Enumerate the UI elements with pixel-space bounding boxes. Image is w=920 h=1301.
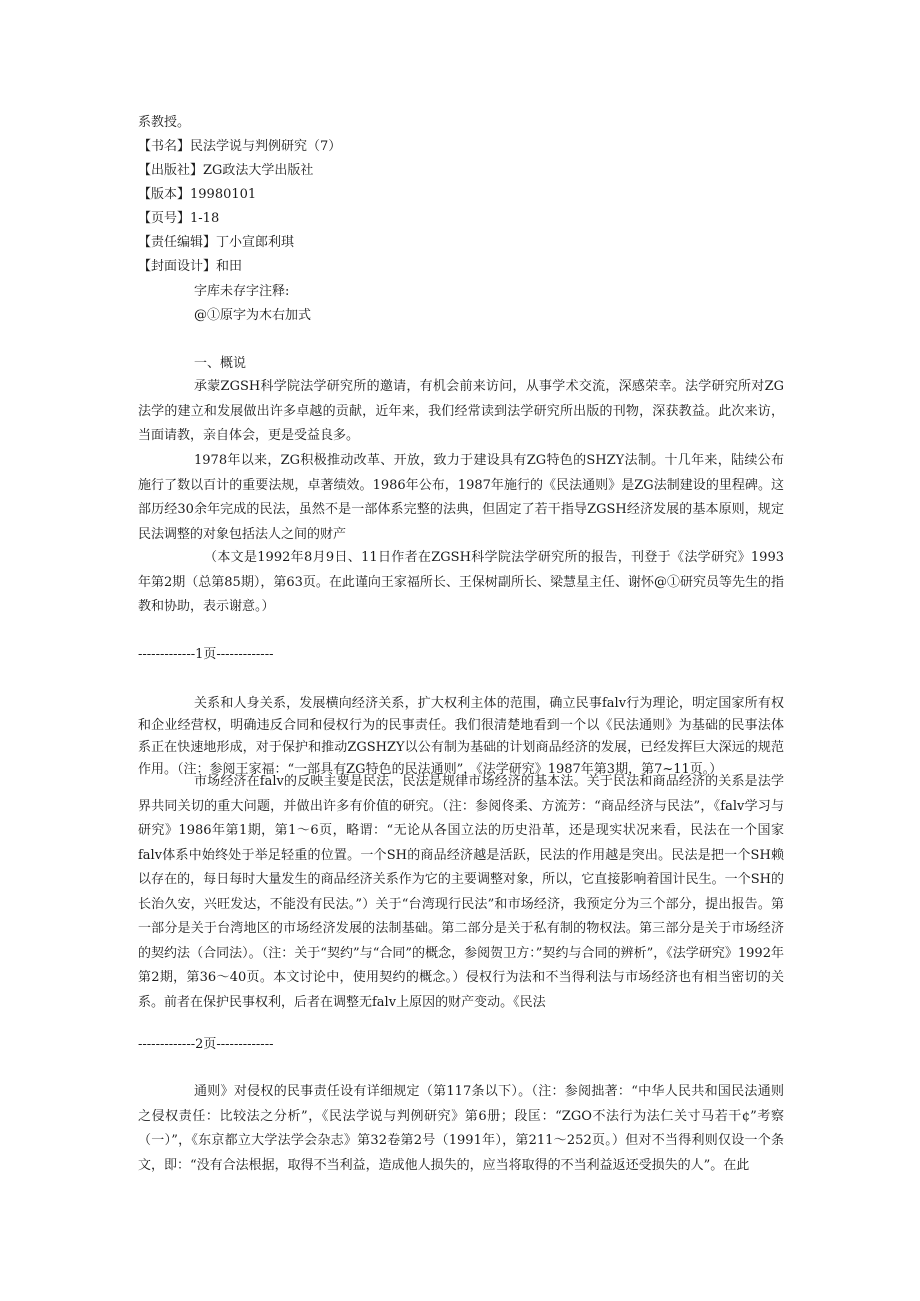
section-heading: 一、概说 bbox=[194, 356, 247, 371]
paragraph: 关系和人身关系，发展横向经济关系，扩大权利主体的范围，确立民事falv行为理论，明定国家所有权和企业经营权，明确违反合同和侵权行为的民事责任。我们很清楚地看到一个以《民法通则》为基础的民事法体系正在快速地形成，对于保护和推动ZGSHZY以公有制为基础的计划商品经济的发展，已经发挥巨大深远的规范作用。（注：参阅王家福：“一部具有ZG特色的民法通则”，《法学研究》1987年第3期，第7~11页。） bbox=[138, 696, 784, 777]
header-fragment: 系教授。 bbox=[138, 115, 191, 130]
meta-publisher: 【出版社】ZG政法大学出版社 bbox=[138, 163, 314, 178]
page-separator: -------------2页------------- bbox=[138, 1037, 274, 1052]
paragraph: 通则》对侵权的民事责任设有详细规定（第117条以下）。（注：参阅拙著：“中华人民共和国民法通则之侵权责任：比较法之分析”，《民法学说与判例研究》第6册；段匡：“ZGO不法行为法仁关寸马若干¢”考察（一）”，《东京都立大学法学会杂志》第32卷第2号（1991年），第211～252页。）但对不当得利则仅设一个条文，即：“没有合法根据，取得不当利益，造成他人损失的，应当将取得的不当利益返还受损失的人”。在此 bbox=[138, 1084, 784, 1173]
meta-cover-design: 【封面设计】和田 bbox=[138, 259, 243, 274]
meta-edition: 【版本】19980101 bbox=[138, 187, 257, 202]
meta-pages: 【页号】1-18 bbox=[138, 211, 220, 226]
footnote-paragraph: （本文是1992年8月9日、11日作者在ZGSH科学院法学研究所的报告，刊登于《法学研究》1993年第2期（总第85期），第63页。在此谨向王家福所长、王保树副所长、梁慧星主任、谢怀@①研究员等先生的指教和协助，表示谢意。） bbox=[138, 550, 784, 614]
paragraph: 市场经济在falv的反映主要是民法，民法是规律市场经济的基本法。关于民法和商品经济的关系是法学界共同关切的重大问题，并做出许多有价值的研究。（注：参阅佟柔、方流芳：“商品经济与民法”，《falv学习与研究》1986年第1期，第1～6页，略谓：“无论从各国立法的历史沿革，还是现实状况来看，民法在一个国家falv体系中始终处于举足轻重的位置。一个SH的商品经济越是活跃，民法的作用越是突出。民法是把一个SH赖以存在的，每日每时大量发生的商品经济关系作为它的主要调整对象，所以，它直接影响着国计民生。一个SH的长治久安，兴旺发达，不能没有民法。”）关于“台湾现行民法”和市场经济，我预定分为三个部分，提出报告。第一部分是关于台湾地区的市场经济发展的法制基础。第二部分是关于私有制的物权法。第三部分是关于市场经济的契约法（合同法）。（注：关于“契约”与“合同”的概念，参阅贺卫方：”契约与合同的辨析”，《法学研究》1992年第2期，第36～40页。本文讨论中，使用契约的概念。）侵权行为法和不当得利法与市场经济也有相当密切的关系。前者在保护民事权利，后者在调整无falv上原因的财产变动。《民法 bbox=[138, 774, 784, 1010]
paragraph: 承蒙ZGSH科学院法学研究所的邀请，有机会前来访问，从事学术交流，深感荣幸。法学研究所对ZG法学的建立和发展做出许多卓越的贡献，近年来，我们经常读到法学研究所出版的刊物，深获教益。此次来访，当面请教，亲自体会，更是受益良多。 bbox=[138, 379, 784, 443]
font-note-item: @①原字为木右加式 bbox=[194, 308, 312, 323]
paragraph: 1978年以来，ZG积极推动改革、开放，致力于建设具有ZG特色的SHZY法制。十几年来，陆续公布施行了数以百计的重要法规，卓著绩效。1986年公布，1987年施行的《民法通则》是ZG法制建设的里程碑。这部历经30余年完成的民法，虽然不是一部体系完整的法典，但固定了若干指导ZGSH经济发展的基本原则，规定民法调整的对象包括法人之间的财产 bbox=[138, 453, 784, 542]
page-separator: -------------1页------------- bbox=[138, 647, 274, 662]
font-note-title: 字库未存字注释: bbox=[194, 284, 290, 299]
meta-book-title: 【书名】民法学说与判例研究（7） bbox=[138, 139, 342, 154]
meta-editor: 【责任编辑】丁小宣郎利琪 bbox=[138, 235, 295, 250]
